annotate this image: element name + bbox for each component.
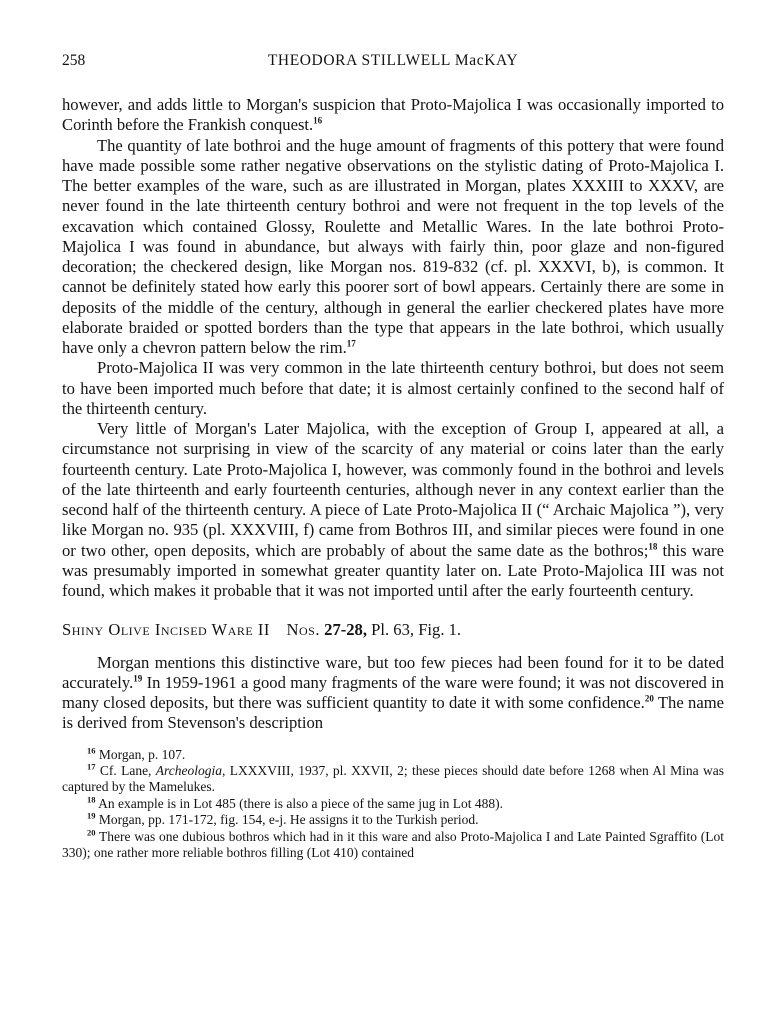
paragraph-5: Morgan mentions this distinctive ware, but too few pieces had been found for it to be dated accurately.$^{19}$ In 1959-1961 a good many fragments of the ware were found; it was not discovered in many closed deposits, but there was sufficient quantity to date it with some confidence.$^{20}$ The name is derived from Stevenson's description — [62, 652, 724, 733]
page-number: 258 — [62, 52, 86, 69]
paragraph-4: Very little of Morgan's Later Majolica, with the exception of Group I, appeared at all, a circumstance not surprising in view of the scarcity of any material or coins later than the early fourteenth century. Late Proto-Majolica I, however, was commonly found in the bothroi and levels of the late thirteenth and early fourteenth centuries, although never in any context earlier than the second half of the thirteenth century. A piece of Late Proto-Majolica II (“ Archaic Majolica ”), very like Morgan no. 935 (pl. XXXVIII, f) came from Bothros III, and similar pieces were found in one or two other, open deposits, which are probably of about the same date as the bothros;$^{18}$ this ware was presumably imported in somewhat greater quantity later on. Late Proto-Majolica III was not found, which makes it probable that it was not imported until after the early fourteenth century. — [62, 419, 724, 600]
paragraph-3: Proto-Majolica II was very common in the late thirteenth century bothroi, but does not seem to have been imported much before that date; it is almost certainly confined to the second half of the thirteenth century. — [62, 358, 724, 418]
footnote-19: $^{19}$ Morgan, pp. 171-172, fig. 154, e-j. He assigns it to the Turkish period. — [87, 810, 479, 828]
footnotes — [62, 747, 724, 862]
footnote-ref-17[interactable]: 17 — [346, 338, 356, 349]
running-head: THEODORA STILLWELL MacKAY — [267, 52, 519, 69]
footnote-ref-20[interactable]: 20 — [644, 693, 654, 704]
footnote-ref-19[interactable]: 19 — [133, 673, 143, 684]
footnote-ref-18[interactable]: 18 — [648, 540, 658, 551]
page-header — [62, 52, 724, 78]
footnote-17: $^{17}$ Cf. Lane, Archeologia, LXXXVIII, 1937, pl. XXVII, 2; these pieces should date before 1268 when Al Mina was captured by the Mamelukes. — [62, 761, 725, 795]
section-heading — [62, 620, 724, 640]
section-title: Shiny Olive Incised Ware II — [62, 620, 270, 640]
page — [62, 52, 724, 861]
section-nos-value: 27-28, — [324, 620, 368, 640]
footnote-16: $^{16}$ Morgan, p. 107. — [87, 745, 186, 762]
section-refs: Pl. 63, Fig. 1. — [371, 620, 462, 640]
section-nos-label: Nos. — [286, 620, 320, 640]
body-text — [62, 95, 724, 734]
footnote-20: $^{20}$ There was one dubious bothros which had in it this ware and also Proto-Majolica I and Late Painted Sgraffito (Lot 330); one rather more reliable bothros filling (Lot 410) contained — [62, 827, 724, 860]
footnote-ref-16[interactable]: 16 — [313, 115, 323, 126]
paragraph-2: The quantity of late bothroi and the huge amount of fragments of this pottery that were found have made possible some rather negative observations on the stylistic dating of Proto-Majolica I. The better examples of the ware, such as are illustrated in Morgan, plates XXXIII to XXXV, are never found in the late thirteenth century bothroi and were not frequent in the top levels of the excavation which contained Glossy, Roulette and Metallic Wares. In the late bothroi Proto-Majolica I was found in abundance, but always with fairly thin, poor glaze and non-figured decoration; the checkered design, like Morgan nos. 819-832 (cf. pl. XXXVI, b), is common. It cannot be definitely stated how early this poorer sort of bowl appears. Certainly there are some in deposits of the middle of the century, although in general the earlier checkered plates have more elaborate braided or spotted borders than the type that appears in the late bothroi, which usually have only a chevron pattern below the rim.$^{17}$ — [62, 135, 724, 357]
paragraph-1: however, and adds little to Morgan's suspicion that Proto-Majolica I was occasionally imported to Corinth before the Frankish conquest.$^{16}$ — [62, 95, 724, 135]
footnote-18: $^{18}$ An example is in Lot 485 (there is also a piece of the same jug in Lot 488). — [87, 794, 504, 811]
